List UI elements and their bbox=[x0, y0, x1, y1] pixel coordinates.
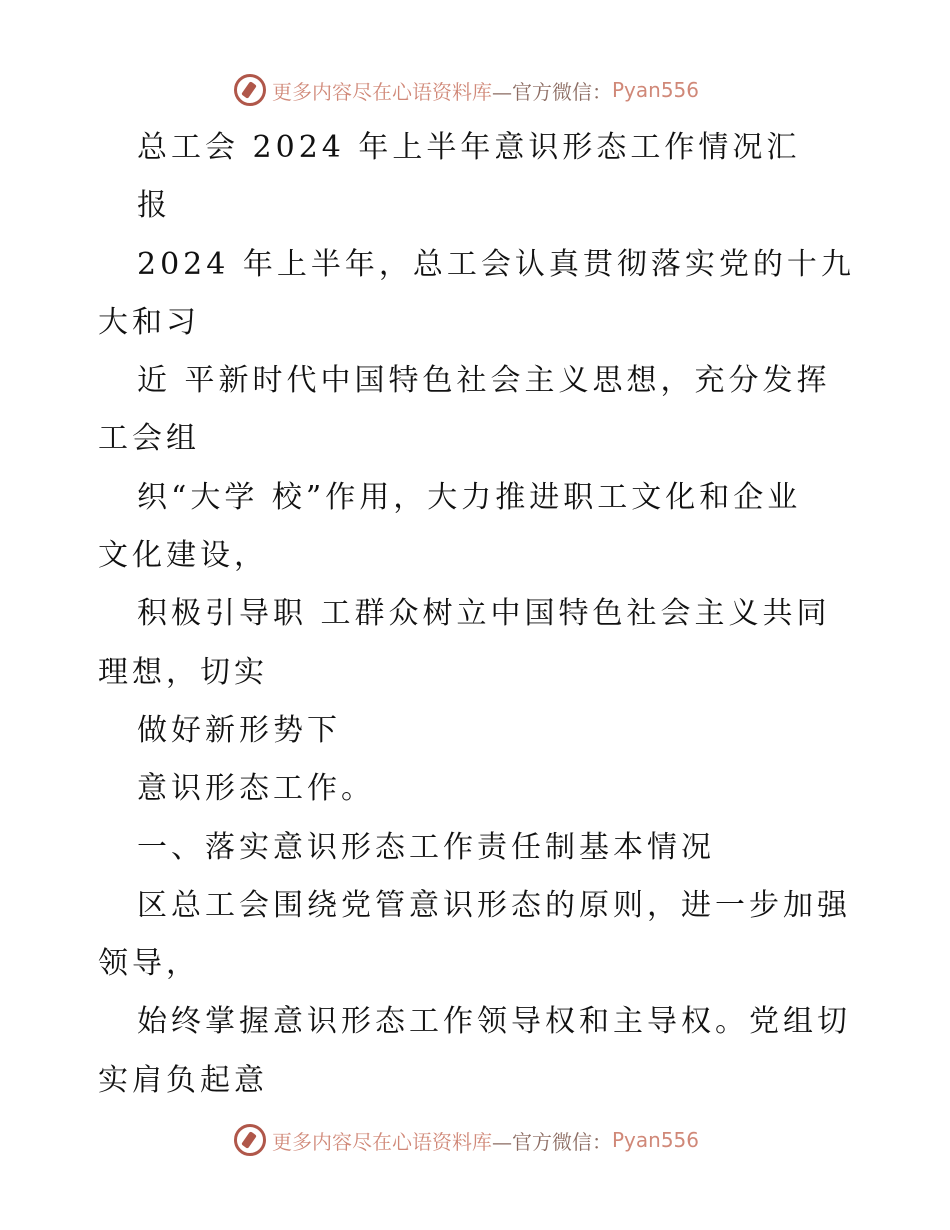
watermark-main: 更多内容尽在心语资料库 bbox=[272, 79, 492, 104]
paragraph-line: 区总工会围绕党管意识形态的原则，进一步加强 bbox=[137, 887, 851, 923]
paragraph-line: 一、落实意识形态工作责任制基本情况 bbox=[137, 829, 715, 865]
document-title-line: 报 bbox=[137, 188, 171, 224]
watermark-sep: —官方微信： bbox=[492, 1129, 612, 1154]
paragraph-line: 近 平新时代中国特色社会主义思想，充分发挥 bbox=[137, 363, 831, 399]
paragraph-line: 理想，切实 bbox=[98, 654, 268, 690]
watermark-sep: —官方微信： bbox=[492, 79, 612, 104]
watermark-main: 更多内容尽在心语资料库 bbox=[272, 1129, 492, 1154]
paragraph-line: 实肩负起意 bbox=[98, 1062, 268, 1098]
document-title-line: 总工会 2024 年上半年意识形态工作情况汇 bbox=[137, 130, 801, 165]
watermark-id: Pyan556 bbox=[612, 78, 700, 102]
paragraph-line: 织“大学 校”作用，大力推进职工文化和企业 bbox=[137, 479, 802, 515]
pen-logo-icon bbox=[234, 74, 266, 106]
paragraph-line: 始终掌握意识形态工作领导权和主导权。党组切 bbox=[137, 1004, 851, 1040]
paragraph-line: 积极引导职 工群众树立中国特色社会主义共同 bbox=[137, 596, 831, 632]
document-body bbox=[98, 126, 858, 1117]
paragraph-line: 意识形态工作。 bbox=[137, 771, 375, 807]
pen-logo-icon bbox=[234, 1124, 266, 1156]
paragraph-line: 工会组 bbox=[98, 421, 200, 457]
paragraph-line: 大和习 bbox=[98, 304, 200, 340]
header-watermark bbox=[234, 70, 699, 110]
footer-watermark bbox=[234, 1120, 699, 1160]
paragraph-line: 领导， bbox=[98, 946, 200, 982]
watermark-id: Pyan556 bbox=[612, 1128, 700, 1152]
paragraph-line: 做好新形势下 bbox=[137, 712, 341, 748]
paragraph-line: 2024 年上半年，总工会认真贯彻落实党的十九 bbox=[137, 246, 855, 282]
paragraph-line: 文化建设， bbox=[98, 538, 268, 574]
